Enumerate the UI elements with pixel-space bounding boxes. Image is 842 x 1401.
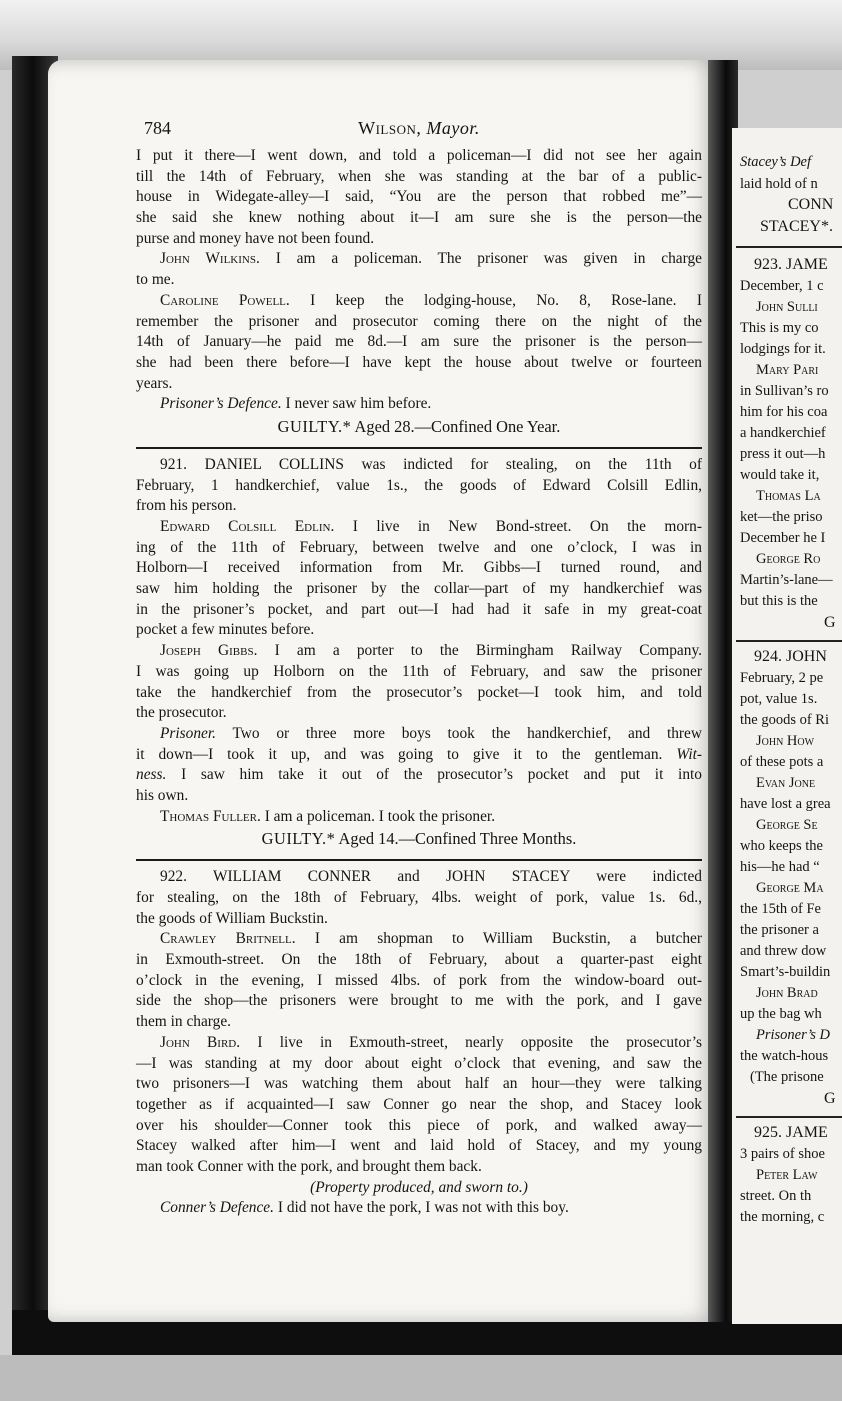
rp-line: Prisoner’s D (756, 1027, 830, 1043)
text-line: in the prisoner’s pocket, and part out—I had had it safe in my great-coat (136, 600, 702, 618)
rp-line: but this is the (740, 593, 818, 609)
witness-name: Thomas Fuller. (160, 807, 261, 825)
indictment-text: was indicted for stealing, on the 11th of (361, 455, 702, 473)
text-line: them in charge. (136, 1013, 232, 1031)
witness-statement (136, 291, 702, 312)
text-line: she had been there before—I have kept the house about twelve or fourteen (136, 353, 702, 371)
text-line (136, 765, 702, 786)
rp-line: ket—the priso (740, 509, 823, 525)
text-line (136, 745, 702, 766)
verdict-sentence: Aged 14.—Confined Three Months. (338, 829, 577, 849)
text-line: Stacey walked after him—I went and laid hold of Stacey, and my young (136, 1137, 702, 1155)
right-page-fragment (732, 128, 842, 1324)
witness-statement (136, 517, 702, 538)
statement-text: I saw him take it out of the prosecutor’s pocket and put it into (181, 766, 702, 784)
rp-line: George Ro (756, 551, 821, 567)
text-line: remember the prisoner and prosecutor coming there on the night of the (136, 312, 702, 330)
rp-line: a handkerchief (740, 425, 826, 441)
statement-text: I live in Exmouth-street, nearly opposite the prosecutor’s (257, 1033, 703, 1051)
rp-line: in Sullivan’s ro (740, 383, 829, 399)
rp-line: 924. JOHN (754, 648, 827, 665)
defendant-name: DANIEL COLLINS (204, 455, 344, 473)
rp-line: of these pots a (740, 754, 824, 770)
verdict-word: GUILTY.* (277, 416, 352, 436)
text-line: take the handkerchief from the prosecutor’s pocket—I took him, and told (136, 683, 702, 701)
verdict-sentence: Aged 28.—Confined One Year. (354, 416, 561, 436)
prisoner-statement (136, 724, 702, 745)
statement-text: I am shopman to William Buckstin, a butcher (314, 930, 702, 948)
defence-text: I did not have the pork, I was not with this boy. (277, 1199, 569, 1217)
rp-line: laid hold of n (740, 176, 818, 192)
rp-line: STACEY*. (760, 218, 833, 235)
rp-line: Evan Jone (756, 775, 816, 791)
text-line: February, 1 handkerchief, value 1s., the goods of Edward Colsill Edlin, (136, 476, 702, 494)
statement-text: I am a policeman. I took the prisoner. (264, 807, 496, 825)
rp-line: George Se (756, 817, 818, 833)
rp-line: the prisoner a (740, 922, 819, 938)
witness-name: John Wilkins. (160, 250, 260, 268)
text-line: Holborn—I received information from Mr. Gibbs—I turned round, and (136, 559, 702, 577)
rp-line: press it out—h (740, 446, 826, 462)
rp-line: G (824, 614, 836, 631)
rp-separator (736, 1116, 842, 1118)
case-number: 922. (160, 868, 187, 886)
rp-separator (736, 640, 842, 642)
defence-text: I never saw him before. (285, 395, 432, 413)
witness-label: ness. (136, 766, 167, 784)
rp-line: Mary Pari (756, 362, 819, 378)
rp-line: and threw dow (740, 943, 827, 959)
text-line: the prosecutor. (136, 704, 227, 722)
case-heading (136, 867, 702, 888)
indictment-text: were indicted (596, 868, 702, 886)
text-line: till the 14th of February, when she was standing at the bar of a public- (136, 167, 702, 185)
running-head-name: Wilson, (358, 118, 422, 138)
text-line: purse and money have not been found. (136, 229, 375, 247)
running-head (136, 118, 702, 139)
witness-name: Joseph Gibbs. (160, 642, 258, 660)
statement-text: I keep the lodging-house, No. 8, Rose-lane. I (310, 291, 702, 309)
witness-name: John Bird. (160, 1033, 241, 1051)
statement-text: Two or three more boys took the handkerchief, and threw (232, 724, 702, 742)
verdict-word: GUILTY.* (261, 829, 336, 849)
rp-line: February, 2 pe (740, 670, 824, 686)
text-line: 14th of January—he paid me 8d.—I am sure the prisoner is the person— (136, 333, 702, 351)
property-text: (Property produced, and sworn to.) (310, 1178, 528, 1196)
prisoner-label: Prisoner. (160, 724, 217, 742)
text-line: in Exmouth-street. On the 18th of February, about a quarter-past eight (136, 951, 702, 969)
witness-statement (136, 929, 702, 950)
text-line: I put it there—I went down, and told a policeman—I did not see her again (136, 147, 702, 164)
rp-line: Peter Law (756, 1167, 818, 1183)
rp-line: who keeps the (740, 838, 823, 854)
rp-line: up the bag wh (740, 1006, 822, 1022)
text-line: o’clock in the evening, I missed 4lbs. of pork from the window-board out- (136, 971, 702, 989)
defence-label: Prisoner’s Defence. (160, 395, 282, 413)
rp-line: lodgings for it. (740, 341, 826, 357)
rp-line: CONN (788, 196, 834, 213)
case-separator (136, 859, 702, 861)
verdict (136, 827, 702, 851)
case-number: 921. (160, 455, 187, 473)
rp-line: Stacey’s Def (740, 154, 811, 170)
case-heading (136, 455, 702, 476)
rp-line: George Ma (756, 880, 824, 896)
rp-line: G (824, 1090, 836, 1107)
case-separator (136, 447, 702, 449)
defendant-name: WILLIAM CONNER and JOHN STACEY (213, 868, 570, 886)
statement-text: I am a policeman. The prisoner was given in charge (275, 250, 702, 268)
text-line: the goods of William Buckstin. (136, 909, 328, 927)
page-header (136, 112, 702, 146)
text-line: side the shop—the prisoners were brought to me with the pork, and I gave (136, 992, 702, 1010)
text-line: years. (136, 374, 173, 392)
text-line: —I was standing at my door about eight o’clock that evening, and saw the (136, 1054, 702, 1072)
rp-line: would take it, (740, 467, 820, 483)
rp-line: the goods of Ri (740, 712, 830, 728)
witness-statement (136, 807, 702, 828)
defence-label: Conner’s Defence. (160, 1199, 274, 1217)
text-line: ing of the 11th of February, between twelve and one o’clock, I was in (136, 538, 702, 556)
prisoner-defence (136, 394, 702, 415)
rp-line: Thomas La (756, 488, 821, 504)
text-line: she said she knew nothing about it—I am sure she is the person—the (136, 209, 702, 227)
rp-line: John How (756, 733, 815, 749)
rp-line: 3 pairs of shoe (740, 1146, 825, 1162)
running-head-title: Mayor. (426, 118, 480, 138)
rp-line: December he I (740, 530, 826, 546)
rp-separator (736, 246, 842, 248)
property-note (136, 1178, 702, 1199)
rp-line: the watch-hous (740, 1048, 829, 1064)
rp-line: the morning, c (740, 1209, 825, 1225)
witness-label: Wit- (676, 745, 702, 763)
text-line: for stealing, on the 18th of February, 4lbs. weight of pork, value 1s. 6d., (136, 889, 702, 906)
rp-line: pot, value 1s. (740, 691, 818, 707)
text-line: to me. (136, 271, 175, 289)
rp-line: have lost a grea (740, 796, 831, 812)
rp-line: 923. JAME (754, 256, 828, 273)
text-line: from his person. (136, 497, 237, 515)
text-line: I was going up Holborn on the 11th of February, and saw the prisoner (136, 662, 702, 680)
witness-name: Edward Colsill Edlin. (160, 518, 335, 535)
page-text (136, 112, 702, 1219)
witness-statement (136, 641, 702, 662)
statement-text: I live in New Bond-street. On the morn- (352, 518, 702, 535)
rp-line: Martin’s-lane— (740, 572, 833, 588)
rp-line: (The prisone (750, 1069, 824, 1085)
prisoner-defence (136, 1198, 702, 1219)
text-line: two prisoners—I was watching them about half an hour—they were talking (136, 1075, 702, 1093)
text-line: his own. (136, 786, 189, 804)
rp-line: December, 1 c (740, 278, 824, 294)
rp-line: his—he had “ (740, 859, 820, 875)
rp-line: This is my co (740, 320, 819, 336)
witness-statement (136, 1033, 702, 1054)
text-line: pocket a few minutes before. (136, 621, 315, 639)
witness-name: Caroline Powell. (160, 291, 290, 309)
rp-line: John Brad (756, 985, 818, 1001)
verdict (136, 415, 702, 439)
text-line: together as if acquainted—I saw Conner go near the shop, and Stacey look (136, 1095, 702, 1113)
text-line: house in Widegate-alley—I said, “You are the person that robbed me”— (136, 188, 702, 206)
page-backdrop-bottom (0, 1355, 842, 1401)
text-line: man took Conner with the pork, and brought them back. (136, 1157, 482, 1175)
rp-line: street. On th (740, 1188, 812, 1204)
text-line: over his shoulder—Conner took this piece of pork, and walked away— (136, 1116, 702, 1134)
rp-line: 925. JAME (754, 1124, 828, 1141)
rp-line: Smart’s-buildin (740, 964, 831, 980)
rp-line: the 15th of Fe (740, 901, 821, 917)
rp-line: him for his coa (740, 404, 828, 420)
page-number: 784 (144, 118, 171, 138)
witness-statement (136, 249, 702, 270)
text-line: saw him holding the prisoner by the collar—part of my handkerchief was (136, 580, 702, 598)
statement-text: I am a porter to the Birmingham Railway Company. (274, 642, 702, 660)
rp-line: John Sulli (756, 299, 818, 315)
witness-name: Crawley Britnell. (160, 930, 296, 948)
statement-text: it down—I took it up, and was going to give it to the gentleman. (136, 745, 663, 763)
